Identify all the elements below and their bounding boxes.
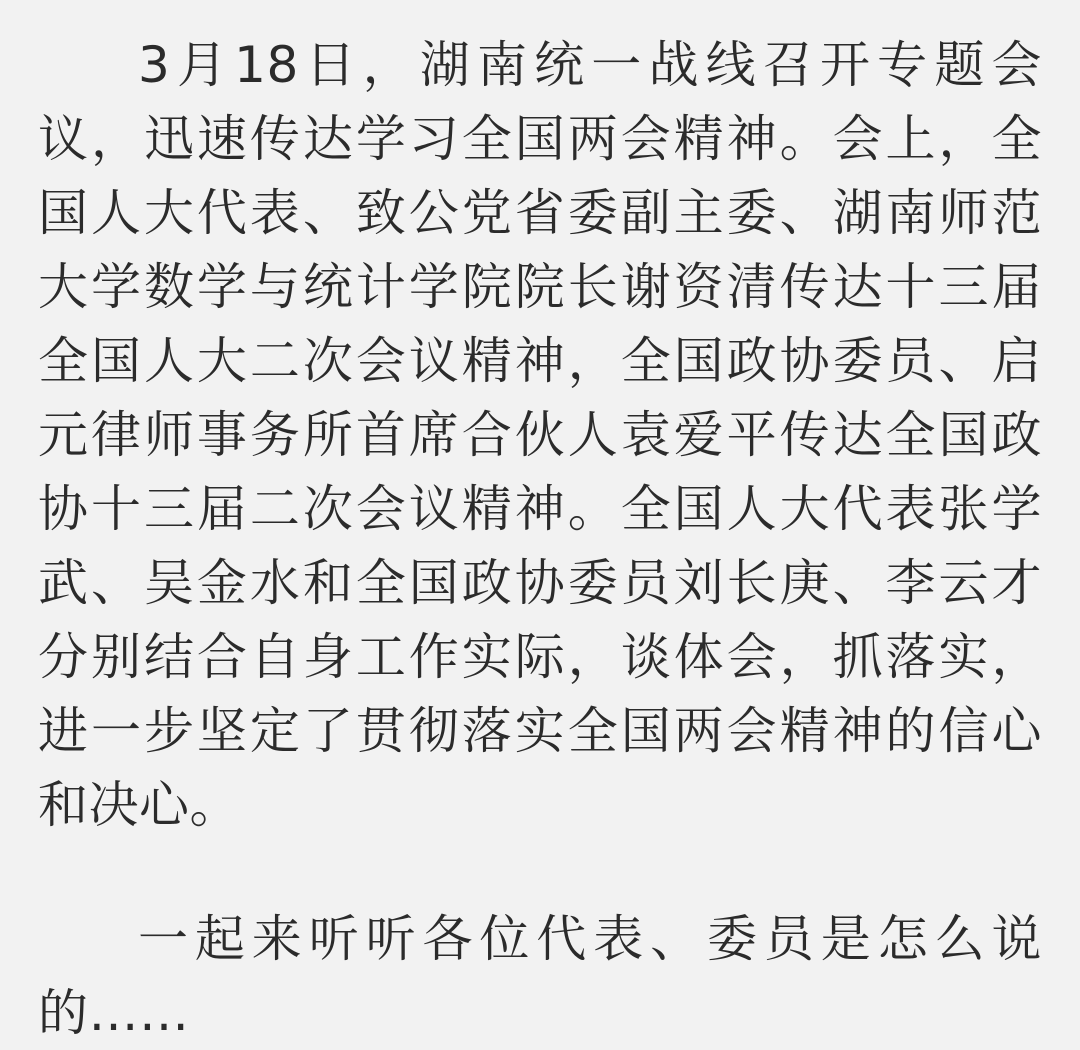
article-paragraph-2: 一起来听听各位代表、委员是怎么说的…… (38, 910, 1042, 1042)
article-paragraph-1: 3月18日，湖南统一战线召开专题会议，迅速传达学习全国两会精神。会上，全国人大代表、致公党省委副主委、湖南师范大学数学与统计学院院长谢资清传达十三届全国人大二次会议精神，全国政协委员、启元律师事务所首席合伙人袁爱平传达全国政协十三届二次会议精神。全国人大代表张学武、吴金水和全国政协委员刘长庚、李云才分别结合自身工作实际，谈体会，抓落实，进一步坚定了贯彻落实全国两会精神的信心和决心。 (38, 36, 1042, 834)
